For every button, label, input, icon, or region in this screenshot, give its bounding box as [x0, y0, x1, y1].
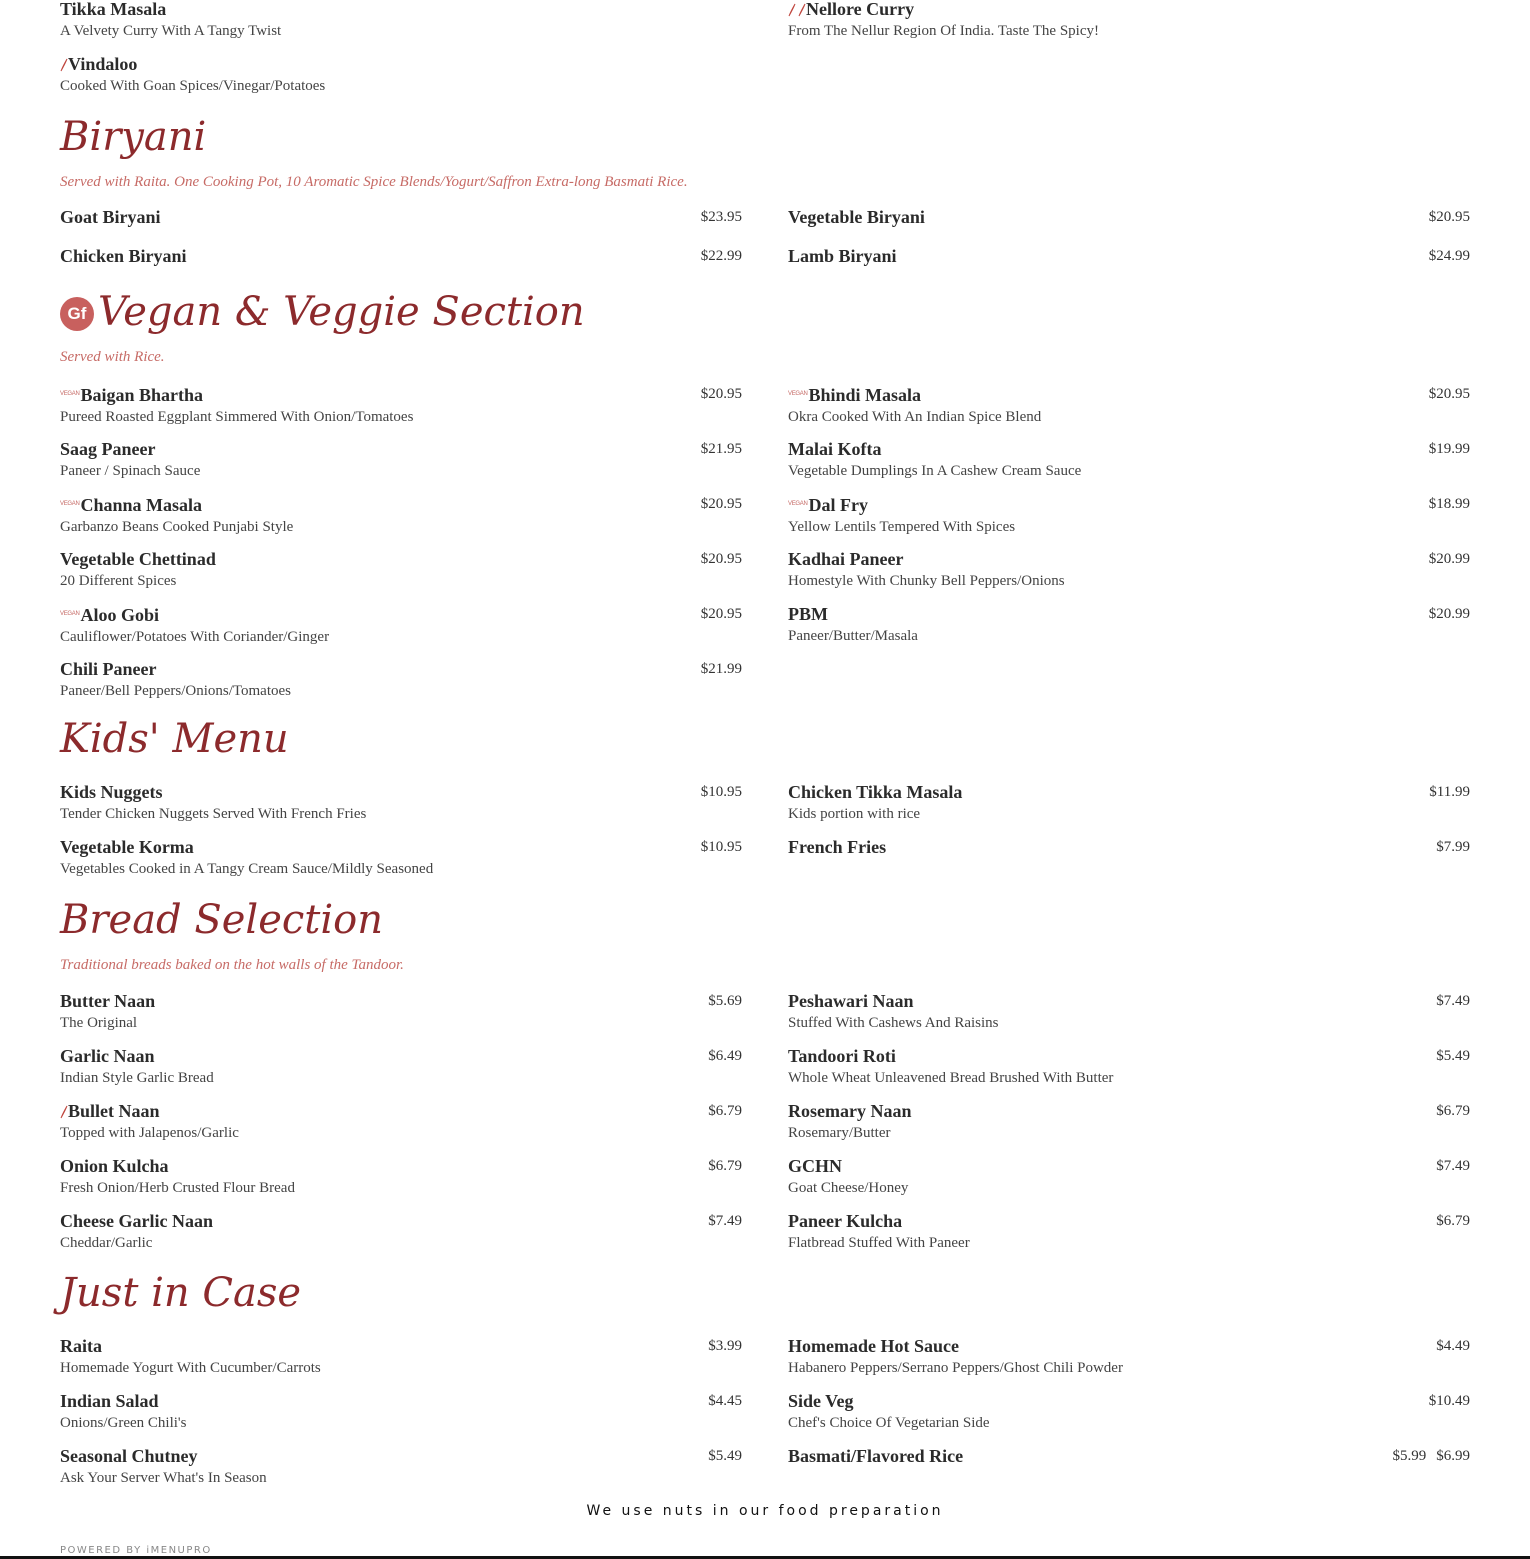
item-name: Kadhai Paneer [788, 549, 904, 569]
item-name: Bhindi Masala [808, 385, 922, 405]
item-price: $20.99 [1428, 551, 1470, 567]
item-desc: Goat Cheese/Honey [788, 1180, 909, 1196]
item-name: Rosemary Naan [788, 1101, 912, 1121]
item-name: Chicken Biryani [60, 246, 187, 266]
item-price: $10.49 [1428, 1393, 1470, 1409]
item-name: Butter Naan [60, 991, 156, 1011]
menu-item [788, 206, 1470, 245]
item-desc: Onions/Green Chili's [60, 1415, 187, 1431]
menu-item [60, 603, 742, 658]
menu-item [788, 781, 1470, 836]
item-price-alt: $6.99 [1436, 1448, 1470, 1464]
section-title: Bread Selection [60, 897, 384, 943]
item-price: $19.99 [1428, 441, 1470, 457]
item-desc: Vegetable Dumplings In A Cashew Cream Sauce [788, 463, 1082, 479]
vegan-icon: VEGAN [60, 391, 80, 397]
item-price: $4.45 [708, 1393, 742, 1409]
extras-items [60, 1335, 1470, 1500]
biryani-items [60, 206, 1470, 284]
item-name: Tandoori Roti [788, 1046, 896, 1066]
section-title: Kids' Menu [60, 716, 289, 762]
item-desc: Rosemary/Butter [788, 1125, 891, 1141]
vegan-icon: VEGAN [788, 391, 808, 397]
item-name: Vindaloo [68, 54, 138, 74]
menu-item [60, 53, 742, 108]
menu-item [60, 0, 742, 53]
menu-item [60, 245, 742, 284]
item-desc: Vegetables Cooked in A Tangy Cream Sauce/Mildly Seasoned [60, 861, 434, 877]
item-price: $20.95 [700, 496, 742, 512]
item-price: $6.79 [708, 1158, 742, 1174]
kids-section [60, 714, 1470, 891]
item-price: $11.99 [1429, 784, 1470, 800]
item-desc: Okra Cooked With An Indian Spice Blend [788, 409, 1042, 425]
menu-item [788, 1155, 1470, 1210]
item-desc: Fresh Onion/Herb Crusted Flour Bread [60, 1180, 295, 1196]
item-name: Malai Kofta [788, 439, 882, 459]
item-price: $6.79 [1436, 1213, 1470, 1229]
curry-column-left [60, 0, 742, 108]
menu-item [60, 781, 742, 836]
item-name: Indian Salad [60, 1391, 159, 1411]
menu-item [60, 438, 742, 493]
menu-item [788, 990, 1470, 1045]
menu-item [788, 1390, 1470, 1445]
item-name-row [60, 53, 742, 75]
item-desc: Cheddar/Garlic [60, 1235, 153, 1251]
section-note: Served with Raita. One Cooking Pot, 10 Aromatic Spice Blends/Yogurt/Saffron Extra-long Basmati Rice. [60, 174, 688, 190]
extras-section [60, 1268, 1470, 1500]
menu-item [60, 548, 742, 603]
item-name-row [60, 493, 742, 516]
item-price: $5.49 [708, 1448, 742, 1464]
gluten-free-badge: Gf [60, 297, 94, 331]
item-name-row [788, 493, 1470, 516]
menu-item [788, 603, 1470, 658]
item-name: Vegetable Biryani [788, 207, 925, 227]
menu-item [788, 836, 1470, 891]
section-title: Just in Case [60, 1270, 302, 1316]
item-desc: Tender Chicken Nuggets Served With French Fries [60, 806, 367, 822]
chili-pepper-icon [60, 1105, 68, 1119]
menu-item [788, 0, 1470, 53]
item-desc: Pureed Roasted Eggplant Simmered With Onion/Tomatoes [60, 409, 414, 425]
bread-items [60, 990, 1470, 1265]
vegan-section [60, 287, 1470, 713]
item-desc: Kids portion with rice [788, 806, 921, 822]
item-price: $7.49 [708, 1213, 742, 1229]
item-price: $22.99 [700, 248, 742, 264]
item-name: Aloo Gobi [80, 605, 160, 625]
item-price: $10.95 [700, 839, 742, 855]
menu-item [788, 1045, 1470, 1100]
biryani-column-left [60, 206, 742, 284]
item-name-row [788, 383, 1470, 406]
item-name: Seasonal Chutney [60, 1446, 198, 1466]
item-name: Goat Biryani [60, 207, 161, 227]
vegan-icon: VEGAN [60, 611, 80, 617]
menu-item [788, 438, 1470, 493]
item-price: $4.49 [1436, 1338, 1470, 1354]
extras-column-left [60, 1335, 742, 1500]
item-name: Lamb Biryani [788, 246, 897, 266]
item-name: Saag Paneer [60, 439, 156, 459]
item-price: $6.79 [708, 1103, 742, 1119]
item-name: Vegetable Chettinad [60, 549, 216, 569]
item-desc: Stuffed With Cashews And Raisins [788, 1015, 999, 1031]
item-price: $20.95 [700, 551, 742, 567]
kids-column-left [60, 781, 742, 891]
item-name-row [60, 383, 742, 406]
item-desc: Homestyle With Chunky Bell Peppers/Onions [788, 573, 1065, 589]
item-name: French Fries [788, 837, 887, 857]
menu-item [788, 548, 1470, 603]
item-name: Kids Nuggets [60, 782, 163, 802]
item-desc: Homemade Yogurt With Cucumber/Carrots [60, 1360, 321, 1376]
vegan-items [60, 383, 1470, 713]
vegan-column-left [60, 383, 742, 713]
menu-item [60, 1390, 742, 1445]
item-name: Nellore Curry [806, 0, 915, 19]
item-desc: Whole Wheat Unleavened Bread Brushed With Butter [788, 1070, 1114, 1086]
item-name: Peshawari Naan [788, 991, 914, 1011]
item-price: $6.79 [1436, 1103, 1470, 1119]
item-name: GCHN [788, 1156, 842, 1176]
item-desc: Flatbread Stuffed With Paneer [788, 1235, 970, 1251]
item-price: $21.95 [700, 441, 742, 457]
menu-item [60, 836, 742, 891]
bread-section [60, 895, 1470, 1265]
menu-item [60, 383, 742, 438]
menu-item [788, 1335, 1470, 1390]
item-name: Chili Paneer [60, 659, 157, 679]
item-price: $20.95 [700, 606, 742, 622]
menu-item [60, 1155, 742, 1210]
curry-column-right [788, 0, 1470, 108]
menu-item [788, 1210, 1470, 1265]
menu-item [60, 990, 742, 1045]
item-name: Cheese Garlic Naan [60, 1211, 213, 1231]
menu-item [60, 1100, 742, 1155]
bread-column-right [788, 990, 1470, 1265]
item-price: $18.99 [1428, 496, 1470, 512]
biryani-section [60, 112, 1470, 284]
item-desc: Garbanzo Beans Cooked Punjabi Style [60, 519, 294, 535]
item-price: $20.95 [700, 386, 742, 402]
allergen-note: We use nuts in our food preparation [586, 1503, 944, 1519]
section-title-row [60, 287, 1470, 337]
biryani-column-right [788, 206, 1470, 284]
item-name: Onion Kulcha [60, 1156, 169, 1176]
menu-item [60, 658, 742, 713]
item-name: Paneer Kulcha [788, 1211, 903, 1231]
curry-continued-section [60, 0, 1470, 108]
item-desc: Chef's Choice Of Vegetarian Side [788, 1415, 990, 1431]
section-note: Traditional breads baked on the hot walls of the Tandoor. [60, 957, 404, 973]
item-desc: Cooked With Goan Spices/Vinegar/Potatoes [60, 78, 326, 94]
item-desc: Ask Your Server What's In Season [60, 1470, 267, 1486]
item-desc: 20 Different Spices [60, 573, 177, 589]
item-name: Channa Masala [80, 495, 203, 515]
item-desc: From The Nellur Region Of India. Taste The Spicy! [788, 23, 1099, 39]
menu-item [788, 493, 1470, 548]
extras-column-right [788, 1335, 1470, 1500]
menu-item [788, 245, 1470, 284]
powered-by-link[interactable]: POWERED BY iMENUPRO [60, 1545, 212, 1556]
item-desc: Paneer/Butter/Masala [788, 628, 918, 644]
menu-item [788, 383, 1470, 438]
section-title: Vegan & Veggie Section [98, 289, 585, 335]
item-name: PBM [788, 604, 828, 624]
item-price: $6.49 [708, 1048, 742, 1064]
item-name: Basmati/Flavored Rice [788, 1446, 964, 1466]
item-price: $3.99 [708, 1338, 742, 1354]
chili-pepper-icon [798, 3, 806, 17]
vegan-icon: VEGAN [60, 501, 80, 507]
chili-pepper-icon [788, 3, 796, 17]
item-name: Chicken Tikka Masala [788, 782, 963, 802]
vegan-icon: VEGAN [788, 501, 808, 507]
bread-column-left [60, 990, 742, 1265]
kids-column-right [788, 781, 1470, 891]
item-name: Bullet Naan [68, 1101, 160, 1121]
item-desc: Topped with Jalapenos/Garlic [60, 1125, 239, 1141]
item-price: $24.99 [1428, 248, 1470, 264]
item-desc: Paneer / Spinach Sauce [60, 463, 201, 479]
item-price: $20.95 [1428, 386, 1470, 402]
item-name: Side Veg [788, 1391, 854, 1411]
item-name: Dal Fry [808, 495, 868, 515]
item-price: $10.95 [700, 784, 742, 800]
item-desc: The Original [60, 1015, 138, 1031]
item-name-row [60, 603, 742, 626]
item-price: $21.99 [700, 661, 742, 677]
item-name: Raita [60, 1336, 102, 1356]
item-desc: Yellow Lentils Tempered With Spices [788, 519, 1016, 535]
item-name: Baigan Bhartha [80, 385, 204, 405]
item-price: $23.95 [700, 209, 742, 225]
menu-item [60, 1335, 742, 1390]
menu-item [60, 1045, 742, 1100]
menu-item [60, 1210, 742, 1265]
menu-item [60, 1445, 742, 1500]
vegan-column-right [788, 383, 1470, 713]
item-price: $7.99 [1436, 839, 1470, 855]
kids-items [60, 781, 1470, 891]
menu-item [60, 206, 742, 245]
item-desc: Cauliflower/Potatoes With Coriander/Ginger [60, 629, 330, 645]
item-price: $5.69 [708, 993, 742, 1009]
section-title: Biryani [60, 114, 207, 160]
chili-pepper-icon [60, 58, 68, 72]
item-name: Tikka Masala [60, 0, 167, 19]
item-name-row [60, 1100, 742, 1122]
item-name: Homemade Hot Sauce [788, 1336, 959, 1356]
item-desc: A Velvety Curry With A Tangy Twist [60, 23, 282, 39]
item-price: $7.49 [1436, 993, 1470, 1009]
section-note: Served with Rice. [60, 349, 165, 365]
item-price-group [1393, 1445, 1471, 1467]
item-desc: Habanero Peppers/Serrano Peppers/Ghost Chili Powder [788, 1360, 1123, 1376]
item-name-row [788, 0, 1470, 20]
menu-item [788, 1445, 1470, 1500]
item-name: Vegetable Korma [60, 837, 194, 857]
item-desc: Paneer/Bell Peppers/Onions/Tomatoes [60, 683, 291, 699]
item-price: $5.49 [1436, 1048, 1470, 1064]
item-price: $20.95 [1428, 209, 1470, 225]
item-desc: Indian Style Garlic Bread [60, 1070, 214, 1086]
menu-item [60, 493, 742, 548]
item-price: $5.99 [1392, 1448, 1427, 1464]
item-price: $7.49 [1436, 1158, 1470, 1174]
item-name: Garlic Naan [60, 1046, 155, 1066]
item-price: $20.99 [1428, 606, 1470, 622]
menu-item [788, 1100, 1470, 1155]
